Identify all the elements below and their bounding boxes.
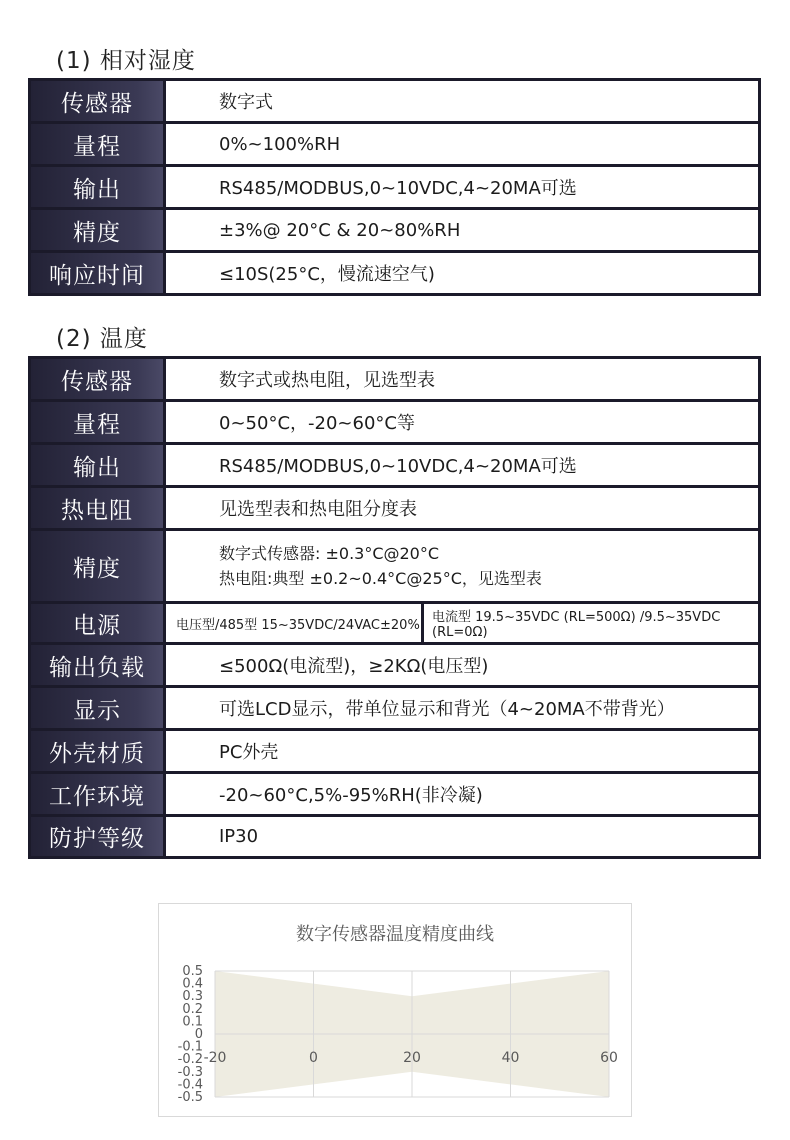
y-tick-label: -0.1: [177, 1039, 203, 1055]
temperature-spec-table: [28, 356, 761, 859]
table-row: [31, 253, 758, 293]
row-label: 电源: [31, 604, 163, 642]
row-label: 防护等级: [31, 817, 163, 856]
row-value: ±3%@ 20°C & 20~80%RH: [166, 210, 758, 250]
x-tick-label: 60: [600, 1050, 618, 1066]
row-value: ≤500Ω(电流型)，≥2KΩ(电压型): [166, 645, 758, 685]
accuracy-line-rtd: 热电阻:典型 ±0.2~0.4°C@25°C，见选型表: [219, 569, 542, 588]
row-value: 见选型表和热电阻分度表: [166, 488, 758, 528]
humidity-section-title: (1) 相对湿度: [56, 48, 196, 74]
table-row: [31, 645, 758, 688]
table-row: [31, 402, 758, 445]
row-label: 量程: [31, 124, 163, 164]
accuracy-chart-svg: [159, 904, 633, 1118]
row-value: PC外壳: [166, 731, 758, 771]
table-row: [31, 488, 758, 531]
table-row: [31, 731, 758, 774]
row-value: ≤10S(25°C，慢流速空气): [166, 253, 758, 293]
table-row: [31, 688, 758, 731]
row-label: 传感器: [31, 359, 163, 399]
row-label: 输出: [31, 167, 163, 207]
row-value: RS485/MODBUS,0~10VDC,4~20MA可选: [166, 445, 758, 485]
chart-title: 数字传感器温度精度曲线: [296, 924, 494, 945]
accuracy-line-digital: 数字式传感器: ±0.3°C@20°C: [219, 544, 440, 563]
accuracy-chart: [158, 903, 632, 1117]
y-tick-label: 0: [194, 1027, 203, 1042]
temperature-section-title: (2) 温度: [56, 326, 148, 352]
table-row: [31, 167, 758, 210]
table-row: [31, 604, 758, 645]
table-row: [31, 445, 758, 488]
y-tick-label: -0.5: [177, 1090, 203, 1105]
row-label: 热电阻: [31, 488, 163, 528]
row-value: 0%~100%RH: [166, 124, 758, 164]
row-label: 输出: [31, 445, 163, 485]
x-tick-label: 20: [403, 1050, 421, 1066]
row-label: 精度: [31, 210, 163, 250]
table-row: [31, 359, 758, 402]
y-tick-label: 0.4: [182, 976, 203, 992]
y-tick-label: 0.1: [182, 1014, 203, 1030]
y-tick-label: 0.3: [182, 989, 203, 1005]
table-row: [31, 124, 758, 167]
row-value: 数字式: [166, 81, 758, 121]
power-split: [166, 604, 758, 642]
row-label: 工作环境: [31, 774, 163, 814]
row-label: 响应时间: [31, 253, 163, 293]
row-label: 精度: [31, 531, 163, 601]
table-row: [31, 531, 758, 604]
row-value: -20~60°C,5%-95%RH(非冷凝): [166, 774, 758, 814]
y-tick-label: 0.2: [182, 1001, 203, 1017]
table-row: [31, 817, 758, 856]
row-value: [166, 531, 758, 601]
x-tick-label: 0: [309, 1050, 318, 1066]
row-value: 0~50°C，-20~60°C等: [166, 402, 758, 442]
row-label: 显示: [31, 688, 163, 728]
row-value: 数字式或热电阻，见选型表: [166, 359, 758, 399]
y-tick-label: 0.5: [182, 964, 203, 979]
x-tick-label: 40: [501, 1050, 520, 1066]
row-value: 可选LCD显示，带单位显示和背光（4~20MA不带背光）: [166, 688, 758, 728]
humidity-spec-table: [28, 78, 761, 296]
y-tick-label: -0.3: [177, 1064, 203, 1080]
row-value: IP30: [166, 817, 758, 856]
row-label: 传感器: [31, 81, 163, 121]
x-tick-label: -20: [203, 1050, 227, 1066]
row-label: 输出负载: [31, 645, 163, 685]
power-voltage-type: 电压型/485型 15~35VDC/24VAC±20%: [166, 604, 421, 642]
table-row: [31, 774, 758, 817]
y-tick-label: -0.2: [177, 1052, 203, 1068]
y-tick-label: -0.4: [177, 1077, 203, 1093]
table-row: [31, 210, 758, 253]
row-label: 量程: [31, 402, 163, 442]
table-row: [31, 81, 758, 124]
power-current-type: 电流型 19.5~35VDC (RL=500Ω) /9.5~35VDC (RL=0Ω): [424, 604, 758, 642]
row-value: RS485/MODBUS,0~10VDC,4~20MA可选: [166, 167, 758, 207]
row-label: 外壳材质: [31, 731, 163, 771]
